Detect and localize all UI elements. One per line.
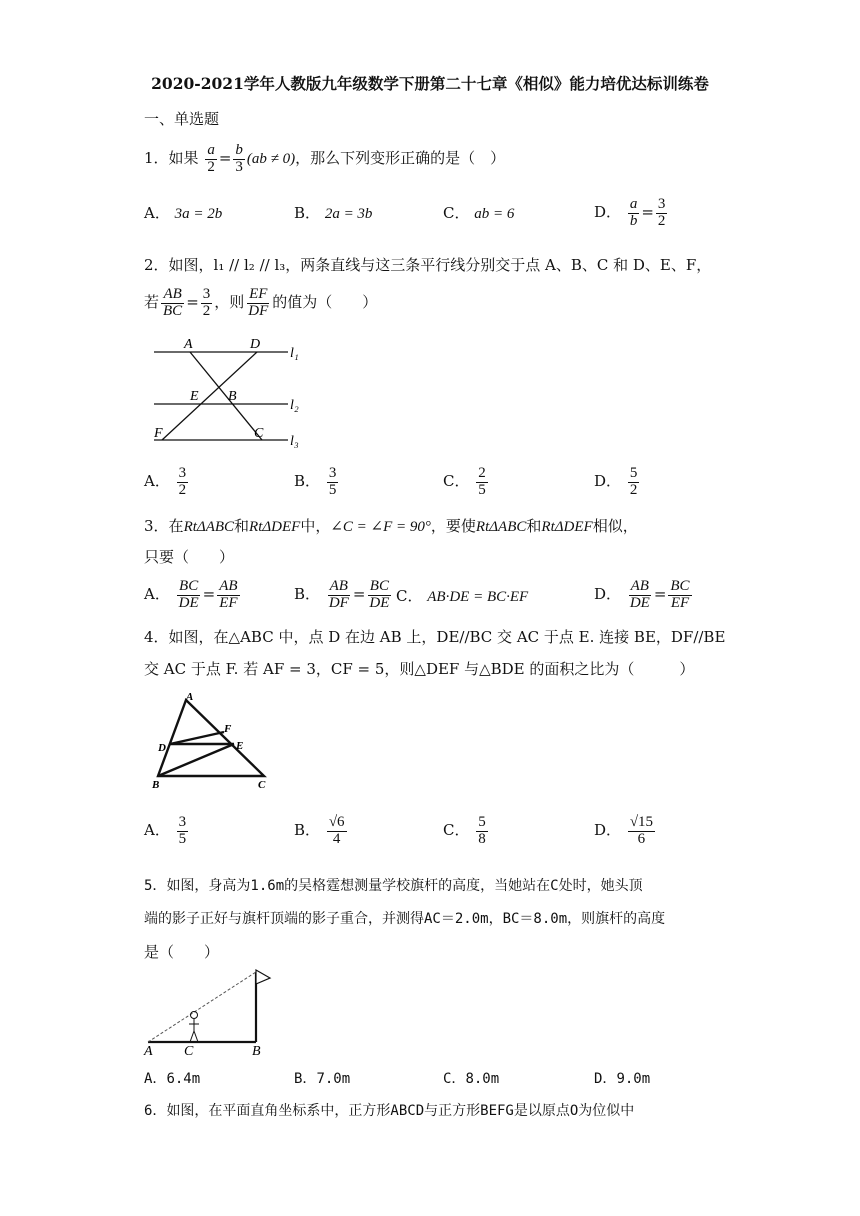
- page-title: 2020-2021学年人教版九年级数学下册第二十七章《相似》能力培优达标训练卷: [151, 74, 709, 93]
- q2-parallel-lines-figure: [140, 334, 315, 449]
- q2-label-A: A: [184, 337, 193, 352]
- q1-option-d[interactable]: D． $\frac{a}{b}$ = $\frac{3}{2}$: [594, 195, 666, 229]
- q5-line3: 是（ ）: [144, 943, 220, 961]
- q2-label-D: D: [250, 337, 261, 352]
- q6-line1: 6．如图，在平面直角坐标系中，正方形ABCD与正方形BEFG是以原点O为位似中: [144, 1103, 635, 1119]
- q4-triangle-figure: [140, 688, 280, 798]
- q2-line2: 若 $\frac{AB}{BC}$ = $\frac{3}{2}$ ，则 $\frac{EF}{DF}$ 的值为（ ）: [144, 285, 378, 319]
- q2-option-d[interactable]: D． $\frac{5}{2}$: [594, 464, 638, 498]
- q2-label-l2: l₂: [290, 398, 299, 413]
- q3-line1: 3．在RtΔABC和RtΔDEF中，∠C = ∠F = 90°，要使RtΔABC和RtΔDEF相似，: [144, 517, 638, 535]
- section-heading: 一、单选题: [144, 110, 220, 128]
- q4-option-a[interactable]: A． $\frac{3}{5}$: [144, 813, 187, 847]
- q1-option-c[interactable]: C． ab = 6: [443, 204, 515, 222]
- q1-fraction-b3: $\frac{b}{3}$: [235, 141, 243, 175]
- q1-condition: (ab ≠ 0): [246, 151, 296, 167]
- q5-line2: 端的影子正好与旗杆顶端的影子重合，并测得AC＝2.0m，BC＝8.0m，则旗杆的高度: [144, 911, 666, 927]
- q1-fraction-a2: $\frac{a}{2}$: [207, 141, 215, 175]
- q4-option-b[interactable]: B． $\frac{√6}{4}$: [294, 813, 345, 847]
- q5-option-a[interactable]: A．6.4m: [144, 1071, 201, 1087]
- q3-option-a[interactable]: A． $\frac{BC}{DE}$ = $\frac{AB}{EF}$: [144, 577, 238, 611]
- q4-line2: 交 AC 于点 F. 若 AF = 3，CF = 5，则△DEF 与△BDE 的面积之比为（ ）: [144, 660, 695, 678]
- q2-label-F: F: [154, 426, 163, 441]
- q1-prefix: 如果: [168, 149, 199, 167]
- q5-label-A: A: [144, 1044, 153, 1056]
- q5-option-b[interactable]: B．7.0m: [294, 1071, 351, 1087]
- q2-line1: 2．如图，l₁ // l₂ // l₃，两条直线与这三条平行线分别交于点 A、B、C 和 D、E、F，: [144, 256, 712, 274]
- q2-label-E: E: [190, 389, 199, 404]
- q3-option-d[interactable]: D． $\frac{AB}{DE}$ = $\frac{BC}{EF}$: [594, 577, 690, 611]
- q2-option-c[interactable]: C． $\frac{2}{5}$: [443, 464, 486, 498]
- question-1: 1．如果 $\frac{a}{2}$ = $\frac{b}{3}$ (ab ≠ 0)，那么下列变形正确的是（ ）: [144, 141, 506, 175]
- q2-option-b[interactable]: B． $\frac{3}{5}$: [294, 464, 337, 498]
- q4-label-B: B: [152, 779, 160, 791]
- q2-label-C: C: [254, 426, 264, 441]
- q2-label-l1: l₁: [290, 346, 299, 361]
- q4-label-D: D: [158, 742, 166, 754]
- q4-option-d[interactable]: D． $\frac{√15}{6}$: [594, 813, 654, 847]
- q5-option-d[interactable]: D．9.0m: [594, 1071, 651, 1087]
- q1-number: 1．: [144, 149, 169, 167]
- q4-label-F: F: [224, 723, 232, 735]
- q4-label-C: C: [258, 779, 266, 791]
- q1-option-b[interactable]: B． 2a = 3b: [294, 204, 373, 222]
- q3-option-c[interactable]: C． AB·DE = BC·EF: [396, 587, 529, 605]
- q3-option-b[interactable]: B． $\frac{AB}{DF}$ = $\frac{BC}{DE}$: [294, 577, 390, 611]
- q3-line2: 只要（ ）: [144, 548, 235, 566]
- q2-option-a[interactable]: A． $\frac{3}{2}$: [144, 464, 187, 498]
- q2-label-B: B: [228, 389, 237, 404]
- q5-option-c[interactable]: C．8.0m: [443, 1071, 500, 1087]
- q5-label-B: B: [252, 1044, 261, 1056]
- q5-label-C: C: [184, 1044, 194, 1056]
- q4-label-E: E: [236, 740, 244, 752]
- q5-flagpole-figure: [140, 964, 290, 1056]
- q4-line1: 4．如图，在△ABC 中，点 D 在边 AB 上，DE//BC 交 AC 于点 E. 连接 BE，DF//BE: [144, 628, 726, 646]
- q2-label-l3: l₃: [290, 434, 299, 449]
- q4-label-A: A: [186, 691, 194, 703]
- q1-option-a[interactable]: A． 3a = 2b: [144, 204, 223, 222]
- q4-option-c[interactable]: C． $\frac{5}{8}$: [443, 813, 486, 847]
- q5-line1: 5．如图，身高为1.6m的吴格霆想测量学校旗杆的高度，当她站在C处时，她头顶: [144, 878, 643, 894]
- q1-suffix: ，那么下列变形正确的是（ ）: [295, 149, 506, 167]
